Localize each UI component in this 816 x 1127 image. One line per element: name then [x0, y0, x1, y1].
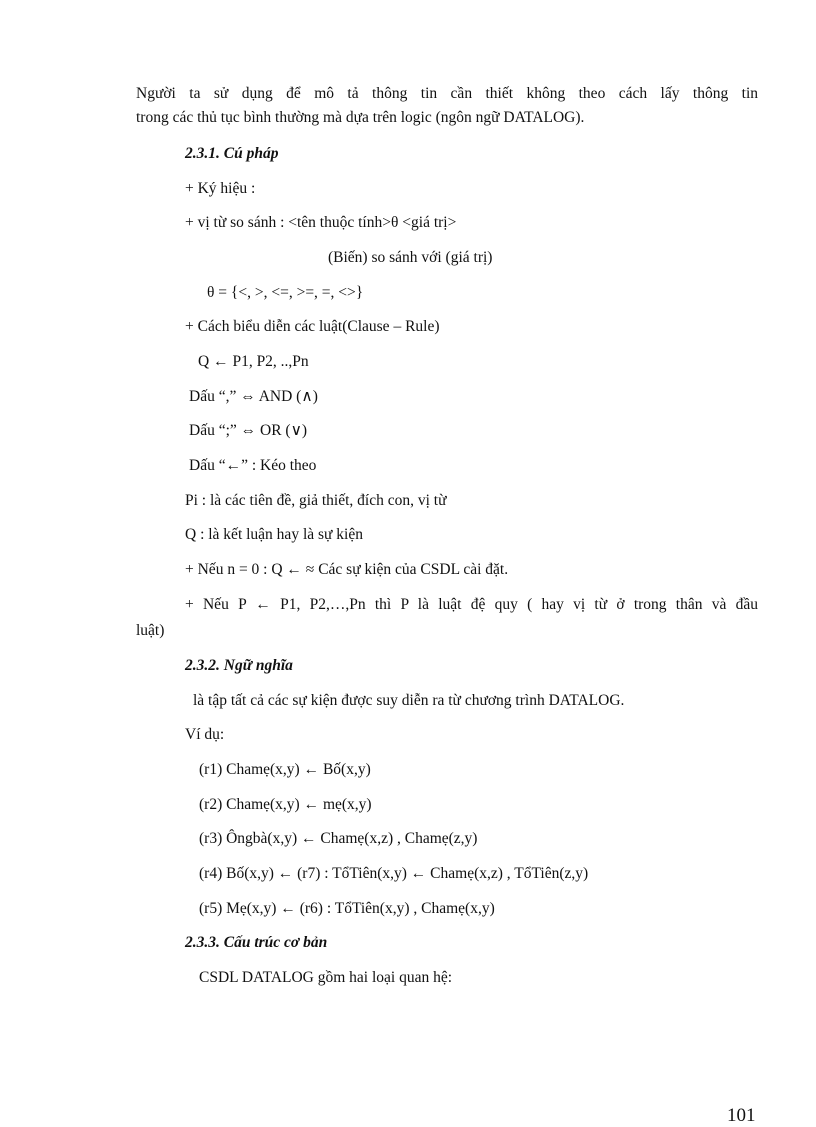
structure-text: CSDL DATALOG gồm hai loại quan hệ:	[199, 969, 453, 986]
rule-r5-r6: (r5) Mẹ(x,y) ← (r6) : TổTiên(x,y) , Chamẹ(x,y)	[199, 900, 495, 917]
recursion-line-1: + Nếu P ← P1, P2,…,Pn thì P là luật đệ quy ( hay vị từ ở trong thân và đầu	[185, 596, 758, 613]
rule-r1: (r1) Chamẹ(x,y) ← Bố(x,y)	[199, 761, 371, 778]
semicolon-or: Dấu “;” ⇔ OR (∨)	[189, 422, 308, 439]
rule-r2: (r2) Chamẹ(x,y) ← mẹ(x,y)	[199, 796, 372, 813]
rule-r3: (r3) Ôngbà(x,y) ← Chamẹ(x,z) , Chamẹ(z,y)	[199, 830, 478, 847]
example-label: Ví dụ:	[185, 726, 225, 743]
theta-operators: θ = {<, >, <=, >=, =, <>}	[207, 284, 364, 301]
pi-definition: Pi : là các tiên đề, giả thiết, đích con, vị từ	[185, 492, 447, 509]
comparison-explanation: (Biến) so sánh với (giá trị)	[328, 249, 493, 266]
page-number: 101	[727, 1105, 756, 1126]
rule-r4-r7: (r4) Bố(x,y) ← (r7) : TổTiên(x,y) ← Chamẹ(x,z) , TổTiên(z,y)	[199, 865, 589, 882]
rule-form: Q ← P1, P2, ..,Pn	[198, 353, 309, 370]
section-heading-semantics: 2.3.2. Ngữ nghĩa	[185, 657, 293, 674]
arrow-implies: Dấu “←” : Kéo theo	[189, 457, 317, 474]
recursion-line-2: luật)	[136, 622, 165, 639]
intro-line-1: Người ta sử dụng để mô tả thông tin cần thiết không theo cách lấy thông tin	[136, 85, 758, 102]
rule-representation: + Cách biểu diễn các luật(Clause – Rule)	[185, 318, 440, 335]
facts-rule: + Nếu n = 0 : Q ← ≈ Các sự kiện của CSDL cài đặt.	[185, 561, 509, 578]
comma-and: Dấu “,” ⇔ AND (∧)	[189, 388, 318, 405]
comparison-predicate: + vị từ so sánh : <tên thuộc tính>θ <giá trị>	[185, 214, 457, 231]
q-definition: Q : là kết luận hay là sự kiện	[185, 526, 363, 543]
semantics-definition: là tập tất cả các sự kiện được suy diễn ra từ chương trình DATALOG.	[193, 692, 625, 709]
section-heading-structure: 2.3.3. Cấu trúc cơ bản	[185, 934, 328, 951]
section-heading-syntax: 2.3.1. Cú pháp	[185, 145, 279, 162]
intro-line-2: trong các thủ tục bình thường mà dựa trên logic (ngôn ngữ DATALOG).	[136, 109, 585, 126]
symbol-label: + Ký hiệu :	[185, 180, 256, 197]
